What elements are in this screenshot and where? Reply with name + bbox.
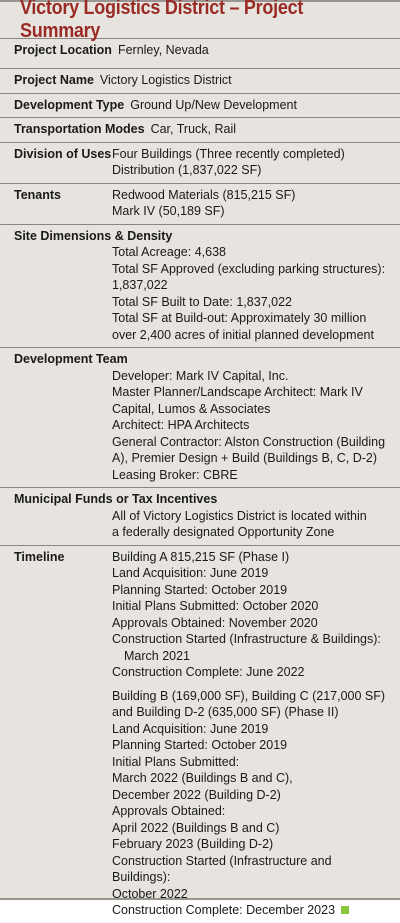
tenant-line: Mark IV (50,189 SF): [112, 204, 225, 218]
label-project-location: Project Location: [14, 43, 112, 57]
site-dimensions-line: Total SF Built to Date: 1,837,022: [112, 294, 292, 309]
timeline-phase1-line: Building A 815,215 SF (Phase I): [112, 549, 290, 564]
timeline-phase1-line: Construction Complete: June 2022: [112, 665, 305, 679]
row-site-dimensions: [0, 225, 400, 349]
summary-rows: [0, 38, 400, 923]
timeline-phase2-line: December 2022 (Building D-2): [112, 787, 281, 802]
row-timeline: [0, 546, 400, 923]
row-project-location: [0, 39, 400, 69]
value-timeline: [112, 549, 392, 919]
row-development-team: [0, 348, 400, 488]
site-dimensions-line: Total SF at Build-out: Approximately 30 million: [112, 311, 367, 325]
development-team-line: General Contractor: Alston Construction (Building: [112, 434, 386, 449]
development-team-line: Architect: HPA Architects: [112, 418, 250, 432]
row-development-type: [0, 94, 400, 119]
value-project-name: Victory Logistics District: [99, 73, 232, 87]
label-transportation-modes: Transportation Modes: [14, 122, 145, 136]
timeline-phase1-line: March 2021: [124, 648, 191, 663]
value-development-type: Ground Up/New Development: [130, 97, 297, 112]
division-of-uses-line: Four Buildings (Three recently completed): [112, 146, 345, 161]
timeline-phase1-line: Planning Started: October 2019: [112, 582, 288, 597]
row-project-name: [0, 69, 400, 94]
label-tenants: Tenants: [14, 187, 61, 202]
development-team-line: Developer: Mark IV Capital, Inc.: [112, 368, 289, 383]
municipal-funds-line: All of Victory Logistics District is located within: [112, 508, 367, 523]
timeline-phase2-line: Approvals Obtained:: [112, 804, 226, 818]
timeline-phase2-last-line: [112, 902, 392, 919]
site-dimensions-line: Total SF Approved (excluding parking structures):: [112, 261, 386, 276]
timeline-phase2-line: Building B (169,000 SF), Building C (217,000 SF): [112, 688, 386, 703]
site-dimensions-line: Total Acreage: 4,638: [112, 245, 226, 259]
value-tenants: [112, 187, 392, 220]
development-team-line: Leasing Broker: CBRE: [112, 467, 238, 482]
development-team-line: Master Planner/Landscape Architect: Mark IV: [112, 385, 363, 399]
timeline-phase2-line: and Building D-2 (635,000 SF) (Phase II): [112, 705, 339, 719]
timeline-phase1-line: Approvals Obtained: November 2020: [112, 615, 318, 630]
site-dimensions-line: over 2,400 acres of initial planned development: [112, 327, 374, 342]
division-of-uses-line: Distribution (1,837,022 SF): [112, 163, 262, 177]
timeline-phase2-line: Construction Started (Infrastructure and Buildings):: [112, 853, 332, 884]
value-municipal-funds: [14, 508, 392, 541]
site-dimensions-line: 1,837,022: [112, 278, 168, 292]
value-development-team: [14, 368, 392, 484]
timeline-phase1-line: Initial Plans Submitted: October 2020: [112, 599, 319, 613]
timeline-phase-gap: [112, 681, 392, 688]
label-development-team: Development Team: [14, 352, 128, 366]
timeline-phase2-line: March 2022 (Buildings B and C),: [112, 771, 293, 785]
value-division-of-uses: [112, 146, 392, 179]
value-transportation-modes: Car, Truck, Rail: [150, 122, 237, 136]
panel-title: Victory Logistics District – Project Summary: [20, 0, 304, 42]
label-timeline: Timeline: [14, 549, 65, 564]
timeline-phase1-line: Land Acquisition: June 2019: [112, 566, 269, 580]
timeline-phase2-line: Land Acquisition: June 2019: [112, 721, 269, 736]
timeline-phase2-line: Initial Plans Submitted:: [112, 754, 240, 769]
timeline-phase2-line: October 2022: [112, 886, 188, 901]
timeline-phase2-line: Planning Started: October 2019: [112, 738, 288, 752]
row-transportation-modes: [0, 118, 400, 143]
row-division-of-uses: [0, 143, 400, 184]
timeline-phase1-line: Construction Started (Infrastructure & Buildings):: [112, 632, 381, 646]
municipal-funds-line: a federally designated Opportunity Zone: [112, 525, 335, 539]
tenant-line: Redwood Materials (815,215 SF): [112, 187, 296, 202]
value-project-location: Fernley, Nevada: [117, 43, 209, 57]
timeline-phase2-line: February 2023 (Building D-2): [112, 837, 274, 851]
label-project-name: Project Name: [14, 73, 94, 87]
end-mark-icon: [341, 906, 349, 914]
row-municipal-funds: [0, 488, 400, 546]
value-site-dimensions: [14, 244, 392, 343]
timeline-phase2-line: April 2022 (Buildings B and C): [112, 820, 280, 835]
development-team-line: A), Premier Design + Build (Buildings B, C, D-2): [112, 451, 378, 465]
label-site-dimensions: Site Dimensions & Density: [14, 228, 173, 243]
label-division-of-uses: Division of Uses: [14, 146, 112, 161]
label-municipal-funds: Municipal Funds or Tax Incentives: [14, 492, 218, 506]
label-development-type: Development Type: [14, 97, 125, 112]
row-tenants: [0, 184, 400, 225]
timeline-phase2-line: Construction Complete: December 2023: [112, 903, 336, 917]
development-team-line: Capital, Lumos & Associates: [112, 401, 271, 416]
